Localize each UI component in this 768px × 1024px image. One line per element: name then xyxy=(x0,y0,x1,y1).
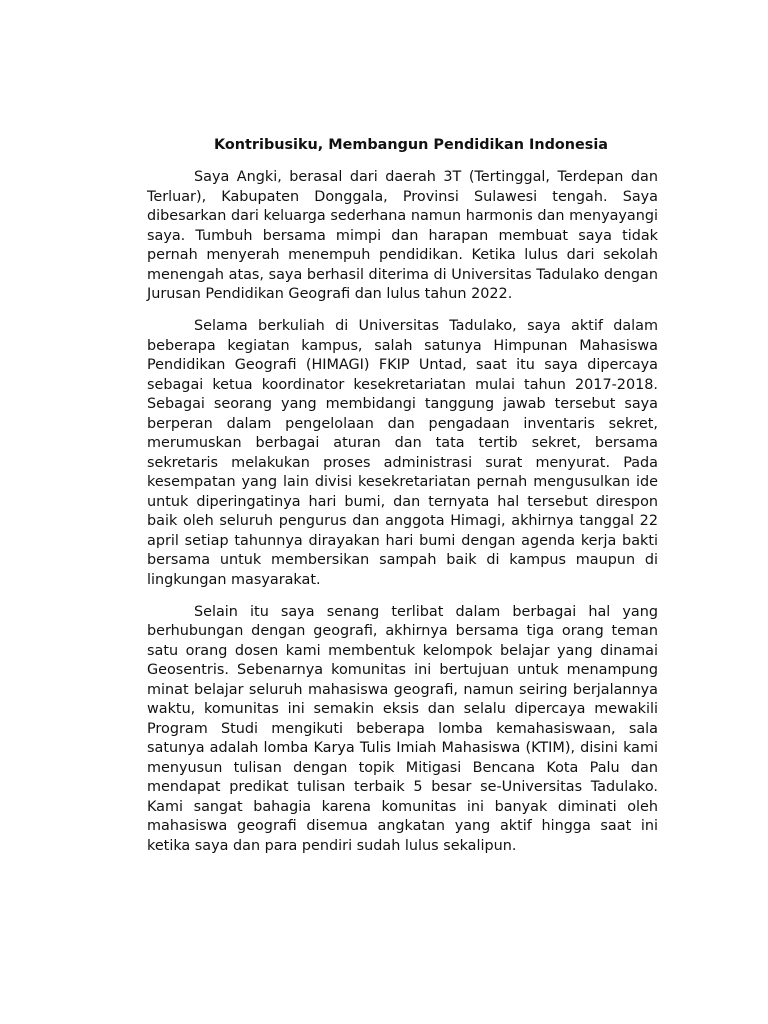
paragraph-2: Selama berkuliah di Universitas Tadulako, saya aktif dalam beberapa kegiatan kampus, salah satunya Himpunan Mahasiswa Pendidikan Geografi (HIMAGI) FKIP Untad, saat itu saya dipercaya sebagai ketua koordinator kesekretariatan mulai tahun 2017-2018. Sebagai seorang yang membidangi tanggung jawab tersebut saya berperan dalam pengelolaan dan pengadaan inventaris sekret, merumuskan berbagai aturan dan tata tertib sekret, bersama sekretaris melakukan proses administrasi surat menyurat. Pada kesempatan yang lain divisi kesekretariatan pernah mengusulkan ide untuk diperingatinya hari bumi, dan ternyata hal tersebut direspon baik oleh seluruh pengurus dan anggota Himagi, akhirnya tanggal 22 april setiap tahunnya dirayakan hari bumi dengan agenda kerja bakti bersama untuk membersikan sampah baik di kampus maupun di lingkungan masyarakat. xyxy=(147,318,658,588)
paragraph-1: Saya Angki, berasal dari daerah 3T (Tertinggal, Terdepan dan Terluar), Kabupaten Donggala, Provinsi Sulawesi tengah. Saya dibesarkan dari keluarga sederhana namun harmonis dan menyayangi saya. Tumbuh bersama mimpi dan harapan membuat saya tidak pernah menyerah menempuh pendidikan. Ketika lulus dari sekolah menengah atas, saya berhasil diterima di Universitas Tadulako dengan Jurusan Pendidikan Geografi dan lulus tahun 2022. xyxy=(147,169,658,302)
document-title: Kontribusiku, Membangun Pendidikan Indonesia xyxy=(214,137,608,153)
paragraph-3: Selain itu saya senang terlibat dalam berbagai hal yang berhubungan dengan geografi, akhirnya bersama tiga orang teman satu orang dosen kami membentuk kelompok belajar yang dinamai Geosentris. Sebenarnya komunitas ini bertujuan untuk menampung minat belajar seluruh mahasiswa geografi, namun seiring berjalannya waktu, komunitas ini semakin eksis dan selalu dipercaya mewakili Program Studi mengikuti beberapa lomba kemahasiswaan, sala satunya adalah lomba Karya Tulis Imiah Mahasiswa (KTIM), disini kami menyusun tulisan dengan topik Mitigasi Bencana Kota Palu dan mendapat predikat tulisan terbaik 5 besar se-Universitas Tadulako. Kami sangat bahagia karena komunitas ini banyak diminati oleh mahasiswa geografi disemua angkatan yang aktif hingga saat ini ketika saya dan para pendiri sudah lulus sekalipun. xyxy=(147,603,658,854)
document-page xyxy=(147,136,658,856)
